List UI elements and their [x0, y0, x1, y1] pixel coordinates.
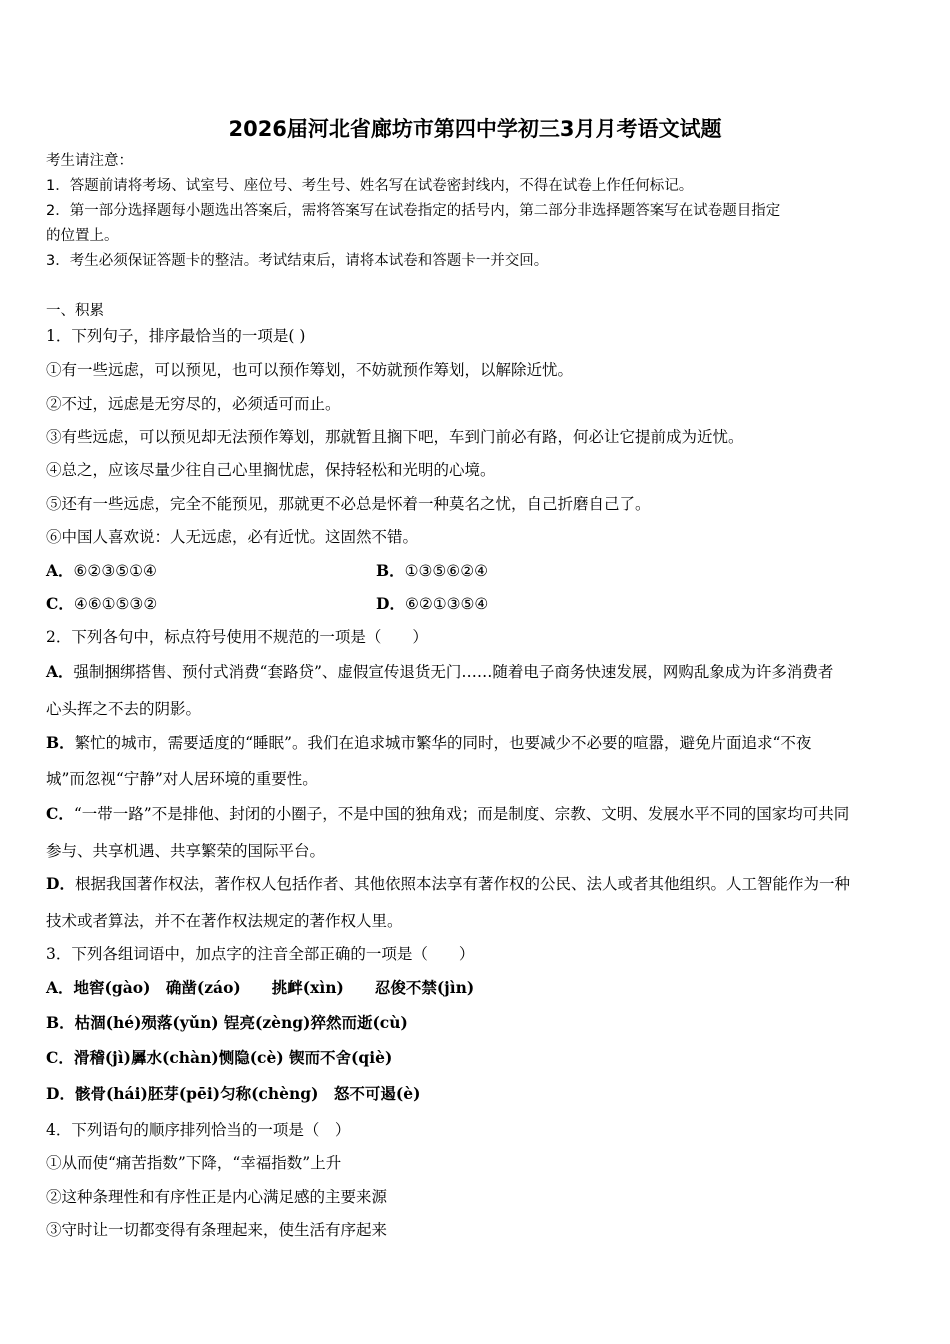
option-c[interactable]	[46, 594, 157, 614]
option-letter: B．	[376, 561, 405, 580]
option-d[interactable]	[46, 874, 850, 894]
option-letter: A．	[46, 662, 74, 681]
option-letter: D．	[46, 1084, 75, 1103]
option-text-cont: 心头挥之不去的阴影。	[46, 700, 202, 718]
option-d[interactable]	[46, 1084, 420, 1104]
option-letter: D．	[376, 594, 405, 613]
option-text: 繁忙的城市，需要适度的“睡眠”。我们在追求城市繁华的同时，也要减少不必要的喧嚣，避免片面追求“不夜	[74, 734, 812, 752]
option-text: ④⑥①⑤③②	[73, 595, 158, 613]
option-b[interactable]	[46, 733, 811, 753]
option-letter: C．	[46, 594, 74, 613]
question-stem: 4．下列语句的顺序排列恰当的一项是（ ）	[46, 1121, 351, 1139]
option-text: 骸骨(hái)胚芽(pēi)匀称(chèng) 怒不可遏(è)	[74, 1084, 421, 1103]
sentence: ①有一些远虑，可以预见，也可以预作筹划，不妨就预作筹划，以解除近忧。	[46, 361, 574, 379]
option-d[interactable]	[376, 594, 488, 614]
sentence: ⑥中国人喜欢说：人无远虑，必有近忧。这固然不错。	[46, 528, 419, 546]
notice-item: 2．第一部分选择题每小题选出答案后，需将答案写在试卷指定的括号内，第二部分非选择题答案写在试卷题目指定	[46, 203, 781, 219]
option-letter: B．	[46, 1013, 75, 1032]
option-letter: B．	[46, 733, 75, 752]
notice-item: 的位置上。	[46, 228, 119, 244]
option-letter: D．	[46, 874, 75, 893]
notice-heading: 考生请注意：	[46, 153, 133, 169]
sentence: ⑤还有一些远虑，完全不能预见，那就更不必总是怀着一种莫名之忧，自己折磨自己了。	[46, 495, 651, 513]
option-c[interactable]	[46, 804, 849, 824]
sentence: ④总之，应该尽量少往自己心里搁忧虑，保持轻松和光明的心境。	[46, 461, 496, 479]
option-text-cont: 技术或者算法，并不在著作权法规定的著作权人里。	[46, 912, 403, 930]
notice-item: 1．答题前请将考场、试室号、座位号、考生号、姓名写在试卷密封线内，不得在试卷上作任何标记。	[46, 178, 694, 194]
question-stem: 3．下列各组词语中，加点字的注音全部正确的一项是（ ）	[46, 945, 475, 963]
sentence: ②这种条理性和有序性正是内心满足感的主要来源	[46, 1188, 388, 1206]
option-a[interactable]	[46, 662, 833, 682]
option-text: ⑥②①③⑤④	[404, 595, 489, 613]
option-text-cont: 城”而忽视“宁静”对人居环境的重要性。	[46, 770, 318, 788]
option-letter: C．	[46, 1048, 74, 1067]
option-letter: A．	[46, 978, 74, 997]
notice-item: 3．考生必须保证答题卡的整洁。考试结束后，请将本试卷和答题卡一并交回。	[46, 253, 549, 269]
option-b[interactable]	[376, 561, 488, 581]
option-a[interactable]	[46, 561, 157, 581]
option-text: 根据我国著作权法，著作权人包括作者、其他依照本法享有著作权的公民、法人或者其他组织。人工智能作为一种	[74, 875, 850, 893]
option-letter: A．	[46, 561, 74, 580]
question-stem: 1．下列句子，排序最恰当的一项是( )	[46, 327, 306, 345]
sentence: ③有些远虑，可以预见却无法预作筹划，那就暂且搁下吧，车到门前必有路，何必让它提前成为近忧。	[46, 428, 744, 446]
option-text: 枯涸(hé)殒落(yǔn) 锃亮(zèng)猝然而逝(cù)	[74, 1013, 408, 1032]
option-b[interactable]	[46, 1013, 408, 1033]
option-text: ⑥②③⑤①④	[73, 562, 157, 580]
page-title: 2026届河北省廊坊市第四中学初三3月月考语文试题	[228, 117, 722, 141]
sentence: ②不过，远虑是无穷尽的，必须适可而止。	[46, 395, 341, 413]
sentence: ③守时让一切都变得有条理起来，使生活有序起来	[46, 1221, 388, 1239]
option-a[interactable]	[46, 978, 474, 998]
option-c[interactable]	[46, 1048, 392, 1068]
section-heading: 一、积累	[46, 303, 104, 319]
option-text: “一带一路”不是排他、封闭的小圈子，不是中国的独角戏；而是制度、宗教、文明、发展水平不同的国家均可共同	[73, 805, 850, 823]
question-stem: 2．下列各句中，标点符号使用不规范的一项是（ ）	[46, 628, 428, 646]
option-text: 地窖(gào) 确凿(záo) 挑衅(xìn) 忍俊不禁(jìn)	[73, 978, 475, 997]
option-text: 滑稽(jì)羼水(chàn)恻隐(cè) 锲而不舍(qiè)	[73, 1048, 393, 1067]
option-text: ①③⑤⑥②④	[404, 562, 488, 580]
option-letter: C．	[46, 804, 74, 823]
option-text-cont: 参与、共享机遇、共享繁荣的国际平台。	[46, 842, 326, 860]
sentence: ①从而使“痛苦指数”下降，“幸福指数”上升	[46, 1154, 342, 1172]
option-text: 强制捆绑搭售、预付式消费“套路贷”、虚假宣传退货无门……随着电子商务快速发展，网购乱象成为许多消费者	[73, 663, 834, 681]
